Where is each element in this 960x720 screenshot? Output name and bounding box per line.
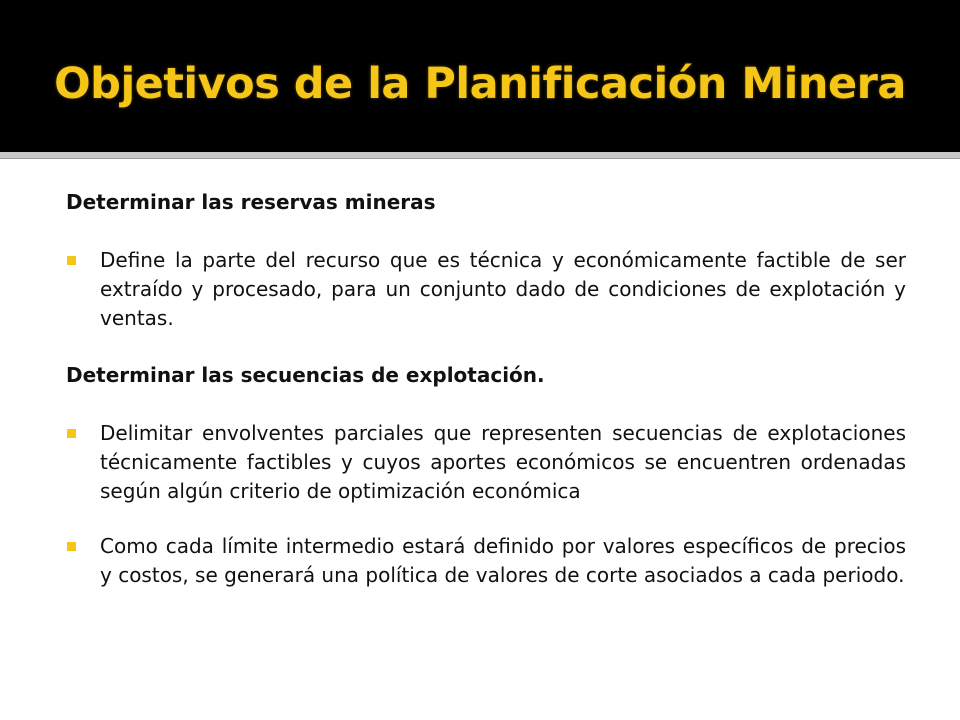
- slide-body: [66, 188, 906, 590]
- bullet-text: Como cada límite intermedio estará definido por valores específicos de precios y costos, se generará una política de valores de corte asociados a cada periodo.: [100, 534, 906, 587]
- title-divider: [0, 152, 960, 159]
- title-bar: [0, 0, 960, 152]
- bullet-text: Delimitar envolventes parciales que representen secuencias de explotaciones técnicamente factibles y cuyos aportes económicos se encuentren ordenadas según algún criterio de optimización económica: [100, 421, 906, 503]
- bullet-item: [66, 532, 906, 590]
- slide-title: Objetivos de la Planificación Minera: [54, 59, 906, 109]
- square-bullet-icon: [67, 256, 76, 265]
- square-bullet-icon: [67, 429, 76, 438]
- bullet-text: Define la parte del recurso que es técnica y económicamente factible de ser extraído y procesado, para un conjunto dado de condiciones de explotación y ventas.: [100, 248, 906, 330]
- bullet-item: [66, 246, 906, 333]
- bullet-item: [66, 419, 906, 506]
- square-bullet-icon: [67, 542, 76, 551]
- section-heading-reservas: Determinar las reservas mineras: [66, 190, 436, 214]
- section-heading-secuencias: Determinar las secuencias de explotación.: [66, 363, 545, 387]
